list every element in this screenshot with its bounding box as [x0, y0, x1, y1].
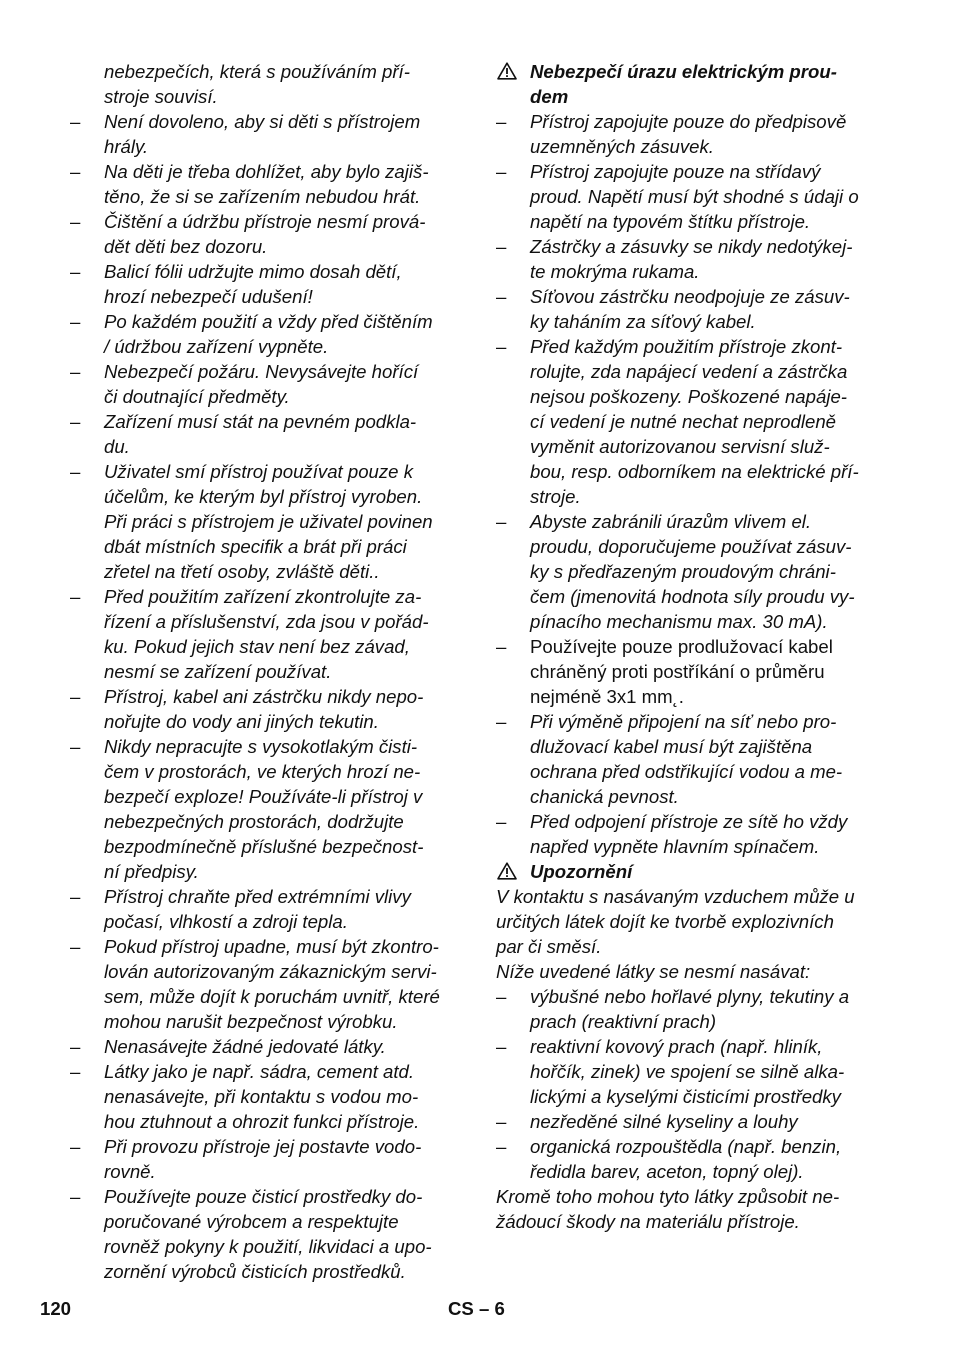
text-line: chanická pevnost.: [530, 786, 679, 807]
text-line: rovně.: [104, 1161, 156, 1182]
list-item: [496, 1134, 890, 1184]
caution-heading: [496, 859, 890, 884]
text-line: cí vedení je nutné nechat neprodleně: [530, 411, 836, 432]
list-item: [496, 334, 890, 509]
left-bullet-list: [70, 109, 462, 1284]
text-line: zřetel na třetí osoby, zvláště děti..: [104, 561, 380, 582]
text-line: hrozí nebezpečí udušení!: [104, 286, 313, 307]
list-item: [70, 459, 462, 584]
text-line: dlužovací kabel musí být zajištěna: [530, 736, 813, 757]
text-line: Čištění a údržbu přístroje nesmí prová-: [104, 211, 426, 232]
text-line: nenasávejte, při kontaktu s vodou mo-: [104, 1086, 419, 1107]
text-line: Nikdy nepracujte s vysokotlakým čisti-: [104, 736, 418, 757]
continuation-text: [70, 59, 462, 109]
warning-triangle-icon: [497, 862, 517, 880]
dash-bullet: –: [70, 1036, 81, 1057]
dash-bullet: –: [496, 236, 507, 257]
text-line: sem, může dojít k poruchám uvnitř, které: [104, 986, 440, 1007]
text-line: prach (reaktivní prach): [530, 1011, 717, 1032]
text-line: par či směsí.: [496, 936, 602, 957]
list-item: [496, 1109, 890, 1134]
dash-bullet: –: [496, 111, 507, 132]
list-item: [70, 734, 462, 884]
text-line: ky s předřazeným proudovým chráni-: [530, 561, 836, 582]
text-line: Přístroj, kabel ani zástrčku nikdy nepo-: [104, 686, 424, 707]
text-line: čem (jmenovitá hodnota síly proudu vy-: [530, 586, 855, 607]
text-line: nejméně 3x1 mm˛.: [530, 686, 684, 707]
text-line: nesmí se zařízení používat.: [104, 661, 332, 682]
section-label: CS – 6: [448, 1298, 505, 1319]
list-item: [496, 709, 890, 809]
heading-text: [530, 861, 632, 882]
text-line: ku. Pokud jejich stav není bez závad,: [104, 636, 410, 657]
text-line: rolujte, zda napájecí vedení a zástrčka: [530, 361, 848, 382]
text-line: výbušné nebo hořlavé plyny, tekutiny a: [530, 986, 850, 1007]
list-item: [496, 809, 890, 859]
dash-bullet: –: [496, 511, 507, 532]
dash-bullet: –: [496, 161, 507, 182]
closing-paragraph: [496, 1184, 890, 1234]
dash-bullet: –: [70, 686, 81, 707]
dash-bullet: –: [70, 936, 81, 957]
text-line: lickými a kyselými čisticími prostředky: [530, 1086, 841, 1107]
text-line: pínacího mechanismu max. 30 mA).: [530, 611, 828, 632]
text-line: lován autorizovaným zákaznickým servi-: [104, 961, 437, 982]
list-item: [496, 634, 890, 709]
list-item: [70, 109, 462, 159]
text-line: ní předpisy.: [104, 861, 199, 882]
substances-bullet-list: [496, 984, 890, 1184]
dash-bullet: –: [70, 461, 81, 482]
text-line: stroje souvisí.: [104, 86, 218, 107]
text-line: poručované výrobcem a respektujte: [104, 1211, 399, 1232]
text-line: Před odpojení přístroje ze sítě ho vždy: [530, 811, 848, 832]
list-item: [70, 259, 462, 309]
text-line: Zástrčky a zásuvky se nikdy nedotýkej-: [530, 236, 853, 257]
dash-bullet: –: [496, 1111, 507, 1132]
text-line: Balicí fólii udržujte mimo dosah dětí,: [104, 261, 402, 282]
dash-bullet: –: [70, 411, 81, 432]
text-line: nezředěné silné kyseliny a louhy: [530, 1111, 798, 1132]
text-line: Nebezpečí požáru. Nevysávejte hořící: [104, 361, 419, 382]
dash-bullet: –: [70, 311, 81, 332]
text-line: dbát místních specifik a brát při práci: [104, 536, 407, 557]
warning-triangle-icon: [497, 62, 517, 80]
text-line: du.: [104, 436, 130, 457]
list-item: [70, 1059, 462, 1134]
text-line: nebezpečích, která s používáním pří-: [104, 61, 410, 82]
left-column: [70, 59, 462, 1284]
text-line: vyměnit autorizovanou servisní služ-: [530, 436, 830, 457]
text-line: hou ztuhnout a ohrozit funkci přístroje.: [104, 1111, 420, 1132]
dash-bullet: –: [496, 336, 507, 357]
text-line: ředidla barev, aceton, topný olej).: [530, 1161, 804, 1182]
text-line: Před každým použitím přístroje zkont-: [530, 336, 843, 357]
electric-bullet-list: [496, 109, 890, 859]
text-line: Síťovou zástrčku neodpojuje ze zásuv-: [530, 286, 850, 307]
text-line: stroje.: [530, 486, 581, 507]
text-line: / údržbou zařízení vypněte.: [104, 336, 329, 357]
dash-bullet: –: [70, 161, 81, 182]
text-line: Zařízení musí stát na pevném podkla-: [104, 411, 417, 432]
dash-bullet: –: [70, 1136, 81, 1157]
text-line: bou, resp. odborníkem na elektrické pří-: [530, 461, 859, 482]
list-item: [70, 309, 462, 359]
text-line: nejsou poškozeny. Poškozené napáje-: [530, 386, 847, 407]
list-item: [496, 284, 890, 334]
text-line: počasí, vlhkostí a zdroji tepla.: [104, 911, 348, 932]
text-line: Přístroj zapojujte pouze do předpisově: [530, 111, 847, 132]
text-line: či doutnající předměty.: [104, 386, 290, 407]
text-line: těno, že si se zařízením nebudou hrát.: [104, 186, 421, 207]
dash-bullet: –: [70, 111, 81, 132]
text-line: dět děti bez dozoru.: [104, 236, 268, 257]
list-item: [70, 1034, 462, 1059]
dash-bullet: –: [496, 711, 507, 732]
list-item: [70, 884, 462, 934]
list-item: [496, 109, 890, 159]
dash-bullet: –: [496, 811, 507, 832]
text-line: organická rozpouštědla (např. benzin,: [530, 1136, 842, 1157]
text-line: Po každém použití a vždy před čištěním: [104, 311, 433, 332]
dash-bullet: –: [70, 361, 81, 382]
text-line: Při práci s přístrojem je uživatel povinen: [104, 511, 433, 532]
text-line: Abyste zabránili úrazům vlivem el.: [530, 511, 812, 532]
list-item: [70, 409, 462, 459]
dash-bullet: –: [496, 986, 507, 1007]
text-line: Před použitím zařízení zkontrolujte za-: [104, 586, 422, 607]
text-line: Pokud přístroj upadne, musí být zkontro-: [104, 936, 439, 957]
page-number: 120: [40, 1298, 72, 1319]
text-line: Nebezpečí úrazu elektrickým prou-: [530, 61, 837, 82]
text-line: napřed vypněte hlavním spínačem.: [530, 836, 820, 857]
dash-bullet: –: [70, 211, 81, 232]
dash-bullet: –: [70, 1061, 81, 1082]
dash-bullet: –: [496, 286, 507, 307]
text-line: Není dovoleno, aby si děti s přístrojem: [104, 111, 421, 132]
text-line: hrály.: [104, 136, 149, 157]
dash-bullet: –: [70, 1186, 81, 1207]
heading-text: [530, 61, 837, 107]
text-line: bezpodmínečně příslušné bezpečnost-: [104, 836, 424, 857]
text-line: Uživatel smí přístroj používat pouze k: [104, 461, 413, 482]
list-item: [70, 934, 462, 1034]
text-line: čem v prostorách, ve kterých hrozí ne-: [104, 761, 421, 782]
text-line: Látky jako je např. sádra, cement atd.: [104, 1061, 415, 1082]
text-line: hořčík, zinek) ve spojení se silně alka-: [530, 1061, 845, 1082]
right-column: [496, 59, 890, 1234]
forbidden-substances-intro: [496, 959, 890, 984]
text-line: určitých látek dojít ke tvorbě explozivních: [496, 911, 834, 932]
text-line: uzemněných zásuvek.: [530, 136, 714, 157]
text-line: Nenasávejte žádné jedovaté látky.: [104, 1036, 386, 1057]
text-line: V kontaktu s nasávaným vzduchem může u: [496, 886, 855, 907]
list-item: [496, 1034, 890, 1109]
text-line: Kromě toho mohou tyto látky způsobit ne-: [496, 1186, 840, 1207]
text-line: mohou narušit bezpečnost výrobku.: [104, 1011, 398, 1032]
list-item: [70, 359, 462, 409]
text-line: nebezpečných prostorách, dodržujte: [104, 811, 404, 832]
dash-bullet: –: [70, 736, 81, 757]
text-line: zornění výrobců čisticích prostředků.: [104, 1261, 406, 1282]
text-line: žádoucí škody na materiálu přístroje.: [496, 1211, 800, 1232]
text-line: Níže uvedené látky se nesmí nasávat:: [496, 961, 811, 982]
text-line: dem: [530, 86, 569, 107]
list-item: [496, 234, 890, 284]
dash-bullet: –: [496, 1136, 507, 1157]
text-line: Přístroj zapojujte pouze na střídavý: [530, 161, 821, 182]
text-line: Při výměně připojení na síť nebo pro-: [530, 711, 837, 732]
list-item: [496, 509, 890, 634]
text-line: ochrana před odstřikující vodou a me-: [530, 761, 843, 782]
list-item: [70, 584, 462, 684]
text-line: napětí na typovém štítku přístroje.: [530, 211, 811, 232]
dash-bullet: –: [496, 636, 507, 657]
dash-bullet: –: [70, 586, 81, 607]
list-item: [70, 684, 462, 734]
list-item: [70, 209, 462, 259]
dash-bullet: –: [496, 1036, 507, 1057]
electric-shock-heading: [496, 59, 890, 109]
text-line: Používejte pouze prodlužovací kabel: [530, 636, 833, 657]
list-item: [70, 1134, 462, 1184]
text-line: řízení a příslušenství, zda jsou v pořád-: [104, 611, 429, 632]
text-line: Používejte pouze čisticí prostředky do-: [104, 1186, 423, 1207]
text-line: te mokrýma rukama.: [530, 261, 700, 282]
caution-paragraph: [496, 884, 890, 959]
text-line: rovněž pokyny k použití, likvidaci a upo-: [104, 1236, 432, 1257]
text-line: Upozornění: [530, 861, 633, 882]
list-item: [496, 159, 890, 234]
list-item: [70, 1184, 462, 1284]
text-line: ky taháním za síťový kabel.: [530, 311, 756, 332]
text-line: chráněný proti postříkání o průměru: [530, 661, 825, 682]
text-line: bezpečí exploze! Používáte-li přístroj v: [104, 786, 423, 807]
text-line: reaktivní kovový prach (např. hliník,: [530, 1036, 823, 1057]
list-item: [70, 159, 462, 209]
list-item: [496, 984, 890, 1034]
text-line: proud. Napětí musí být shodné s údaji o: [530, 186, 859, 207]
text-line: Přístroj chraňte před extrémními vlivy: [104, 886, 411, 907]
text-line: nořujte do vody ani jiných tekutin.: [104, 711, 379, 732]
text-line: účelům, ke kterým byl přístroj vyroben.: [104, 486, 423, 507]
dash-bullet: –: [70, 886, 81, 907]
text-line: Při provozu přístroje jej postavte vodo-: [104, 1136, 422, 1157]
text-line: Na děti je třeba dohlížet, aby bylo zajiš-: [104, 161, 429, 182]
dash-bullet: –: [70, 261, 81, 282]
text-line: proudu, doporučujeme používat zásuv-: [530, 536, 852, 557]
